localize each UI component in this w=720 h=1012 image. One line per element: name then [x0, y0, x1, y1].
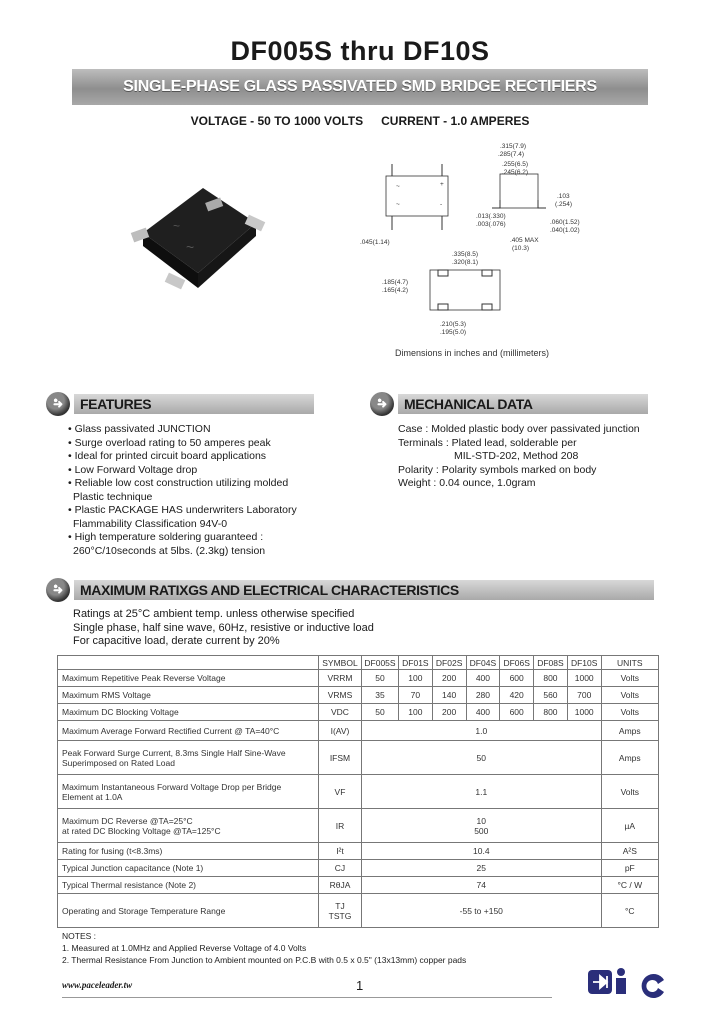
svg-text:-: - [440, 201, 443, 208]
symbol-line: TJ [335, 900, 345, 911]
dimension-drawing [360, 138, 630, 343]
value-cell: 1.1 [361, 775, 601, 809]
table-header: DF06S [500, 656, 534, 670]
mechanical-list [398, 423, 640, 491]
subtitle-banner: SINGLE-PHASE GLASS PASSIVATED SMD BRIDGE RECTIFIERS [72, 69, 648, 105]
unit-cell: Amps [601, 721, 658, 741]
dim-label: .013(.330) [476, 213, 506, 220]
value-cell: 50 [361, 670, 398, 687]
table-header: DF01S [399, 656, 433, 670]
value-cell [361, 809, 601, 843]
table-header: DF10S [567, 656, 601, 670]
unit-cell: Amps [601, 741, 658, 775]
dim-label: .060(1.52) [550, 219, 580, 226]
param-line: at rated DC Blocking Voltage @TA=125°C [62, 825, 221, 836]
list-item: 260°C/10seconds at 5lbs. (2.3kg) tension [73, 544, 266, 557]
features-list [68, 423, 297, 558]
condition-line: For capacitive load, derate current by 20% [73, 635, 280, 647]
svg-text:~: ~ [396, 183, 400, 190]
value-cell: 600 [500, 670, 534, 687]
mechanical-heading: MECHANICAL DATA [398, 394, 648, 414]
dim-label: .165(4.2) [382, 287, 409, 294]
symbol-cell: IR [318, 809, 361, 843]
dim-label: .210(5.3) [440, 321, 467, 328]
param-cell: Typical Thermal resistance (Note 2) [58, 877, 319, 894]
ratings-conditions [73, 608, 374, 649]
dim-label: .103 [557, 193, 570, 200]
dim-label: .255(6.5) [502, 161, 529, 168]
unit-cell: Volts [601, 704, 658, 721]
value-cell: 100 [399, 704, 433, 721]
arrow-bullet-icon: ➜ [370, 392, 394, 416]
table-row [58, 843, 659, 860]
mechanical-header [370, 392, 648, 416]
ratings-header [46, 578, 654, 602]
unit-cell: A²S [601, 843, 658, 860]
value-cell: 1.0 [361, 721, 601, 741]
dim-label: .003(.076) [476, 221, 506, 228]
current-rating: CURRENT - 1.0 AMPERES [381, 114, 530, 128]
list-item: Polarity : Polarity symbols marked on body [398, 463, 597, 476]
value-cell: 25 [361, 860, 601, 877]
value-cell: 600 [500, 704, 534, 721]
table-row [58, 809, 659, 843]
unit-cell: Volts [601, 775, 658, 809]
list-item: • High temperature soldering guaranteed : [68, 531, 264, 543]
dim-label: .195(5.0) [440, 329, 467, 336]
table-header: SYMBOL [318, 656, 361, 670]
list-item: Terminals : Plated lead, solderable per [398, 436, 577, 449]
param-line: Superimposed on Rated Load [62, 757, 175, 768]
svg-text:+: + [440, 181, 444, 188]
value-cell: 50 [361, 704, 398, 721]
param-cell: Operating and Storage Temperature Range [58, 894, 319, 928]
symbol-cell: VRMS [318, 687, 361, 704]
table-header: DF02S [432, 656, 466, 670]
value-cell: 35 [361, 687, 398, 704]
symbol-cell: VRRM [318, 670, 361, 687]
dim-label: .045(1.14) [360, 239, 390, 246]
value-cell: 100 [399, 670, 433, 687]
table-row [58, 721, 659, 741]
voltage-current-line [0, 114, 720, 128]
voltage-range: VOLTAGE - 50 TO 1000 VOLTS [190, 114, 364, 128]
table-row [58, 704, 659, 721]
table-row [58, 877, 659, 894]
arrow-bullet-icon: ➜ [46, 392, 70, 416]
note-item: 1. Measured at 1.0MHz and Applied Reverse Voltage of 4.0 Volts [62, 943, 307, 953]
list-item: • Ideal for printed circuit board applications [68, 450, 267, 462]
page-number: 1 [356, 978, 364, 993]
param-cell: Maximum Repetitive Peak Reverse Voltage [58, 670, 319, 687]
component-photo [128, 178, 268, 303]
ratings-table [57, 655, 659, 928]
symbol-cell: VDC [318, 704, 361, 721]
value-cell: 70 [399, 687, 433, 704]
symbol-cell: I²t [318, 843, 361, 860]
condition-line: Ratings at 25°C ambient temp. unless otherwise specified [73, 608, 355, 620]
arrow-bullet-icon: ➜ [46, 578, 70, 602]
list-item: Flammability Classification 94V-0 [73, 517, 228, 530]
table-header: DF005S [361, 656, 398, 670]
symbol-cell [318, 894, 361, 928]
param-cell: Maximum DC Blocking Voltage [58, 704, 319, 721]
dim-label: .335(8.5) [452, 251, 479, 258]
value-cell: 1000 [567, 704, 601, 721]
value-cell: 280 [466, 687, 500, 704]
value-cell: 50 [361, 741, 601, 775]
ratings-heading: MAXIMUM RATIXGS AND ELECTRICAL CHARACTERISTICS [74, 580, 654, 600]
notes-title: NOTES : [62, 931, 97, 941]
value-cell: 400 [466, 670, 500, 687]
page-title: DF005S thru DF10S [230, 36, 490, 66]
value-cell: 800 [534, 704, 568, 721]
param-line: Peak Forward Surge Current, 8.3ms Single Half Sine-Wave [62, 747, 286, 758]
dim-label: .185(4.7) [382, 279, 409, 286]
dim-label: .040(1.02) [550, 227, 580, 234]
value-cell: 10.4 [361, 843, 601, 860]
param-cell: Maximum RMS Voltage [58, 687, 319, 704]
dim-label: (10.3) [512, 245, 529, 252]
svg-text:~: ~ [186, 239, 195, 255]
list-item: • Surge overload rating to 50 amperes peak [68, 436, 271, 449]
unit-cell: Volts [601, 687, 658, 704]
param-line: Maximum DC Reverse @TA=25°C [62, 815, 193, 826]
symbol-line: TSTG [328, 910, 352, 921]
param-cell [58, 775, 319, 809]
value-cell: -55 to +150 [361, 894, 601, 928]
value-cell: 200 [432, 704, 466, 721]
symbol-cell: IFSM [318, 741, 361, 775]
table-header [58, 656, 319, 670]
param-line: Maximum Instantaneous Forward Voltage Drop per Bridge [62, 781, 282, 792]
list-item: • Plastic PACKAGE HAS underwriters Laboratory [68, 504, 297, 516]
value-cell: 800 [534, 670, 568, 687]
table-header: DF08S [534, 656, 568, 670]
value-cell: 400 [466, 704, 500, 721]
unit-cell: °C / W [601, 877, 658, 894]
value-line: 500 [474, 825, 489, 836]
table-header: UNITS [601, 656, 658, 670]
param-cell [58, 741, 319, 775]
note-item: 2. Thermal Resistance From Junction to Ambient mounted on P.C.B with 0.5 x 0.5" (13x13mm) copper pads [62, 955, 467, 965]
symbol-cell: I(AV) [318, 721, 361, 741]
dim-label: .285(7.4) [498, 151, 525, 158]
list-item: Weight : 0.04 ounce, 1.0gram [398, 477, 536, 489]
website-link[interactable]: www.paceleader.tw [62, 980, 133, 990]
value-cell: 420 [500, 687, 534, 704]
unit-cell: Volts [601, 670, 658, 687]
value-cell: 560 [534, 687, 568, 704]
footer-divider [62, 997, 552, 998]
param-cell: Typical Junction capacitance (Note 1) [58, 860, 319, 877]
unit-cell: µA [601, 809, 658, 843]
param-cell: Maximum Average Forward Rectified Current @ TA=40°C [58, 721, 319, 741]
value-cell: 74 [361, 877, 601, 894]
table-row [58, 741, 659, 775]
param-cell [58, 809, 319, 843]
svg-text:~: ~ [396, 201, 400, 208]
list-item: MIL-STD-202, Method 208 [454, 450, 579, 462]
list-item: • Reliable low cost construction utilizing molded [68, 477, 289, 489]
table-row [58, 687, 659, 704]
dimension-caption: Dimensions in inches and (millimeters) [395, 348, 550, 358]
param-line: Element at 1.0A [62, 791, 123, 802]
list-item: Case : Molded plastic body over passivated junction [398, 423, 640, 435]
value-cell: 1000 [567, 670, 601, 687]
dim-label: .245(6.2) [502, 169, 529, 176]
unit-cell: °C [601, 894, 658, 928]
list-item: Plastic technique [73, 490, 153, 503]
value-cell: 140 [432, 687, 466, 704]
symbol-cell: CJ [318, 860, 361, 877]
pic-logo [588, 966, 666, 998]
table-row [58, 775, 659, 809]
symbol-cell: VF [318, 775, 361, 809]
dim-label: (.254) [555, 201, 572, 208]
table-row [58, 860, 659, 877]
dim-label: .315(7.9) [500, 143, 527, 150]
table-row [58, 894, 659, 928]
table-header-row [58, 656, 659, 670]
list-item: • Glass passivated JUNCTION [68, 423, 211, 435]
condition-line: Single phase, half sine wave, 60Hz, resistive or inductive load [73, 621, 374, 634]
dim-label: .405 MAX [510, 237, 539, 244]
param-cell: Rating for fusing (t<8.3ms) [58, 843, 319, 860]
svg-text:~: ~ [173, 219, 181, 233]
features-header [46, 392, 314, 416]
list-item: • Low Forward Voltage drop [68, 463, 198, 476]
value-cell: 200 [432, 670, 466, 687]
dim-label: .320(8.1) [452, 259, 479, 266]
table-row [58, 670, 659, 687]
value-line: 10 [476, 815, 487, 826]
unit-cell: pF [601, 860, 658, 877]
notes [62, 930, 466, 966]
features-heading: FEATURES [74, 394, 314, 414]
value-cell: 700 [567, 687, 601, 704]
symbol-cell: RθJA [318, 877, 361, 894]
table-header: DF04S [466, 656, 500, 670]
